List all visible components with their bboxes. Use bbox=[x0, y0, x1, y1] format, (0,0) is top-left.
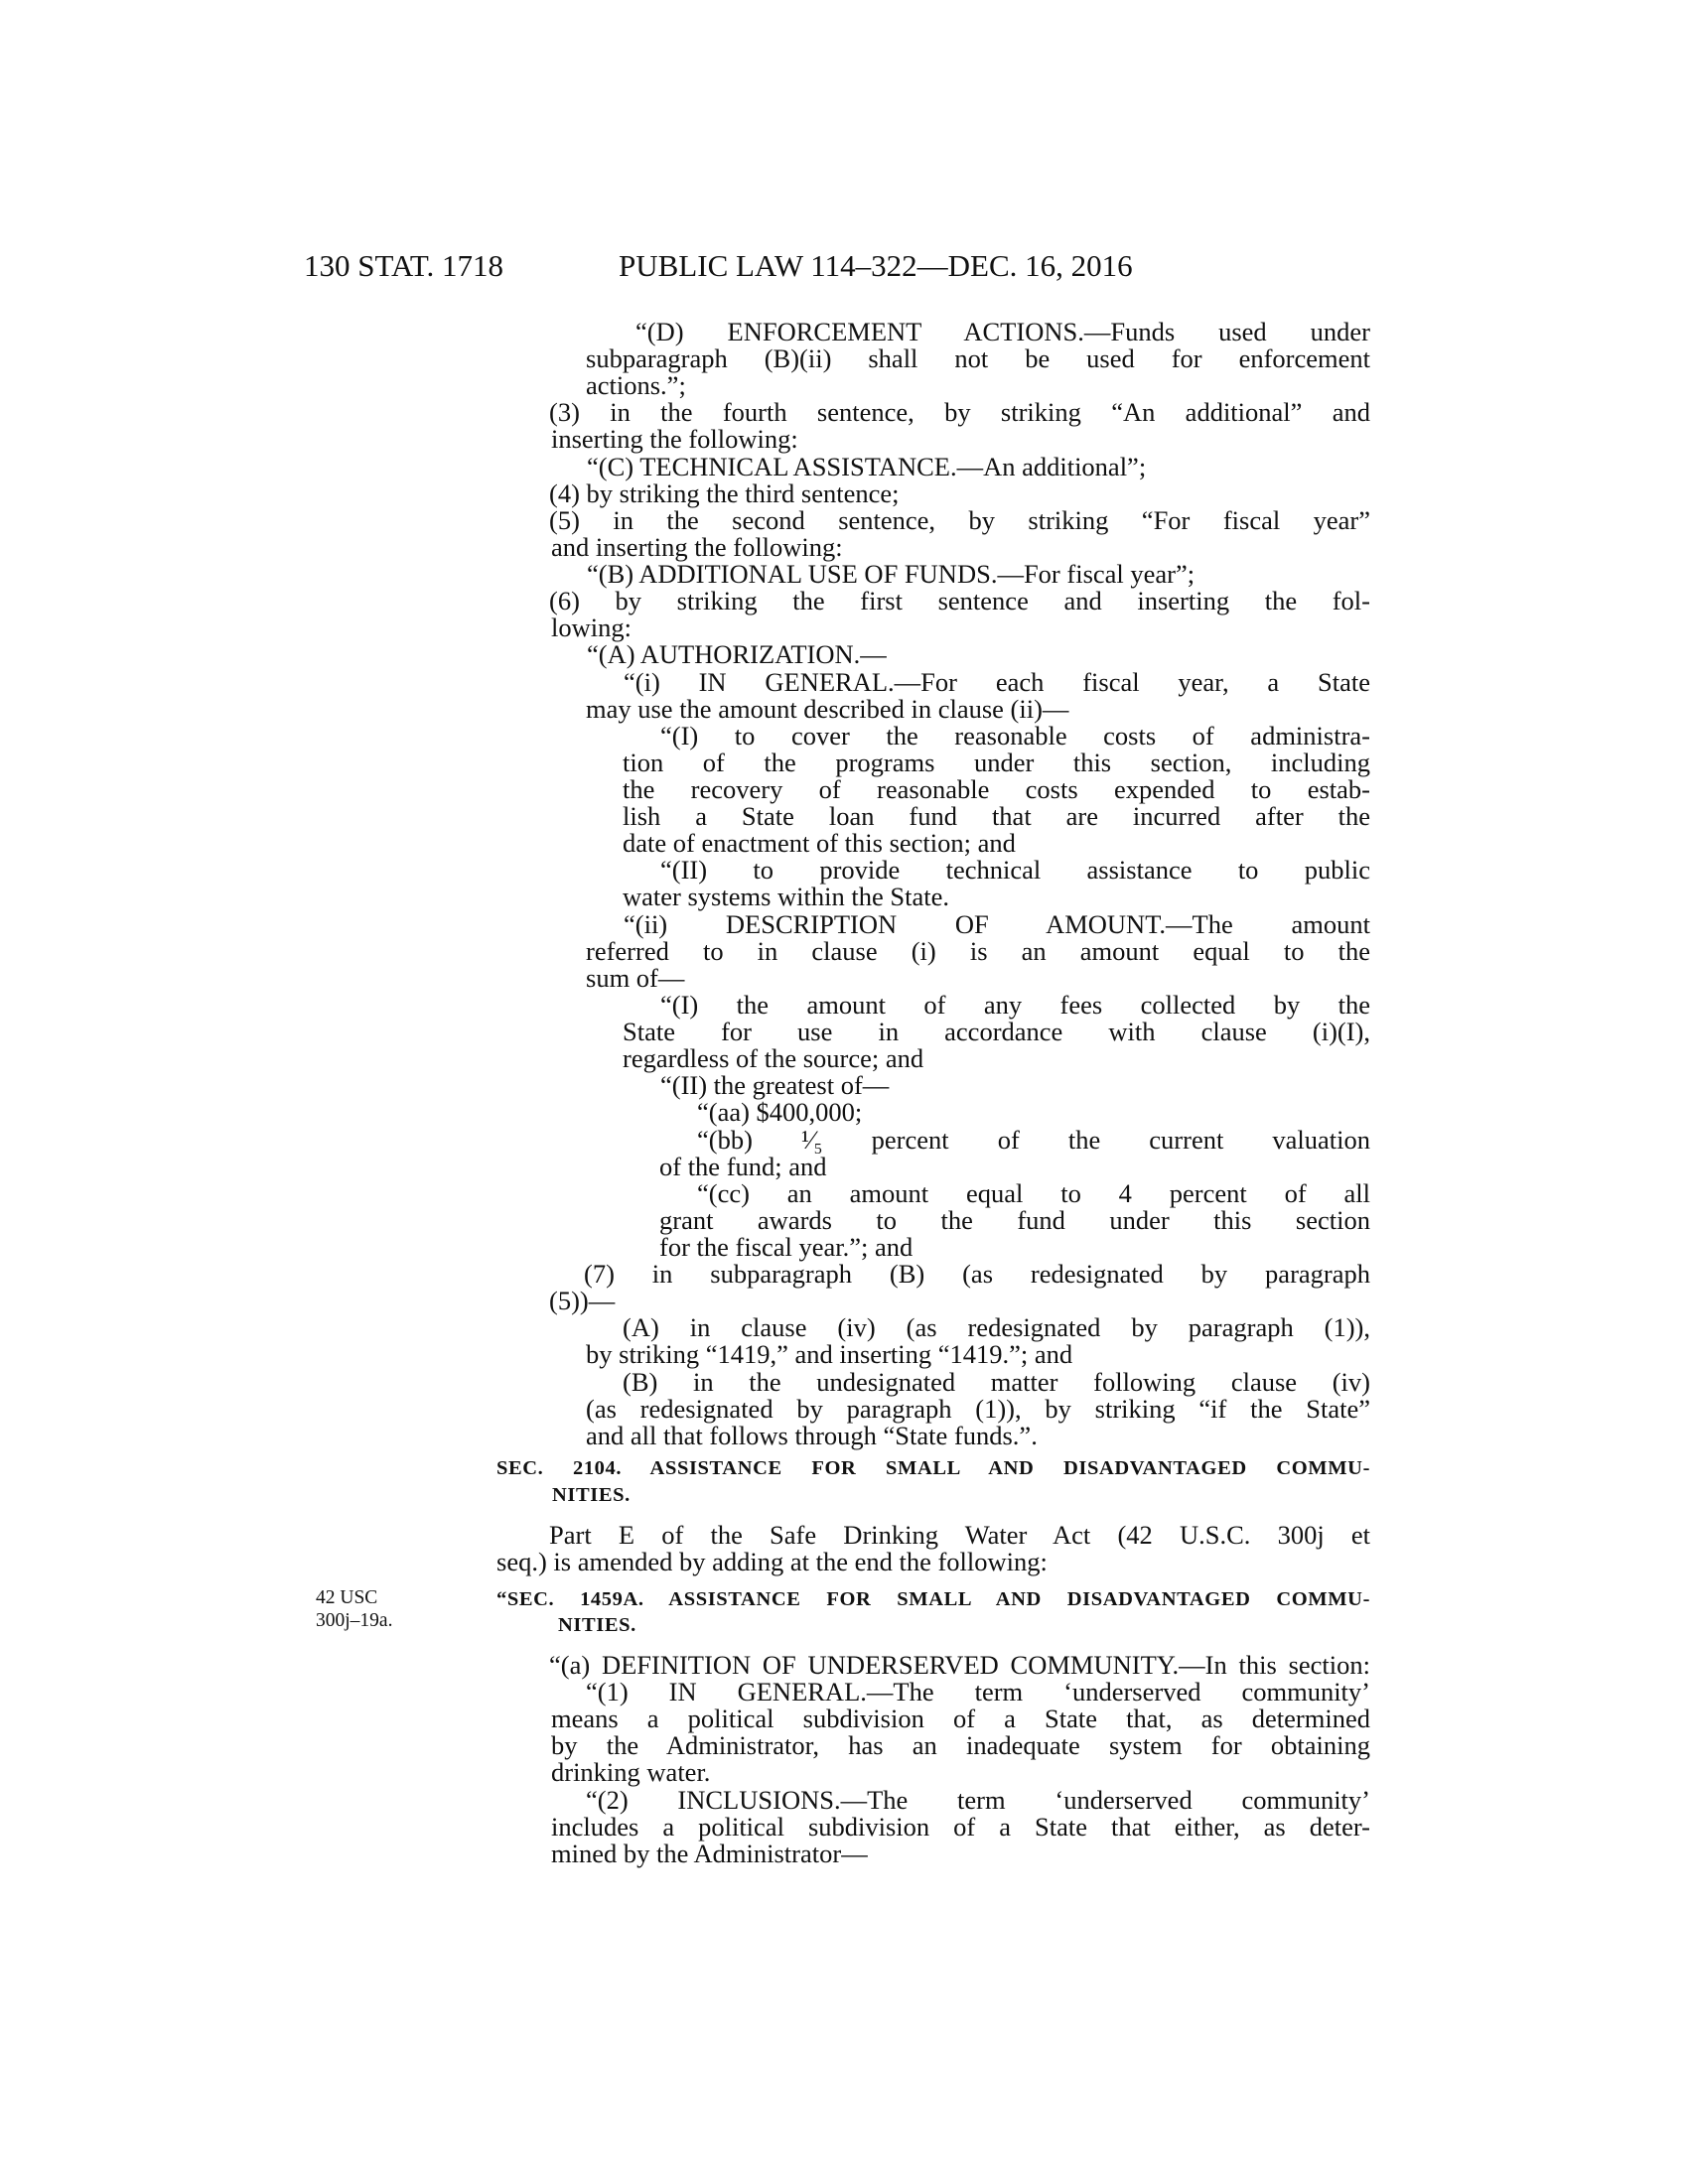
text-line: “(D) ENFORCEMENT ACTIONS.—Funds used under bbox=[635, 317, 1370, 346]
text-line: and all that follows through “State funds.”. bbox=[586, 1421, 1038, 1450]
text-line: “(2) INCLUSIONS.—The term ‘underserved community’ bbox=[586, 1785, 1370, 1815]
margin-note-usc: 42 USC bbox=[316, 1587, 378, 1608]
text-line: drinking water. bbox=[551, 1757, 711, 1787]
text-line: water systems within the State. bbox=[623, 882, 949, 911]
text-line: “(bb) ¹⁄₅ percent of the current valuation bbox=[697, 1125, 1370, 1155]
text-line: of the fund; and bbox=[659, 1152, 827, 1181]
text-line: “(cc) an amount equal to 4 percent of all bbox=[697, 1178, 1370, 1208]
text-line: (7) in subparagraph (B) (as redesignated by paragraph bbox=[584, 1259, 1370, 1289]
text-line: by the Administrator, has an inadequate system for obtaining bbox=[551, 1730, 1370, 1760]
inserted-section-heading: “SEC. 1459A. ASSISTANCE FOR SMALL AND DISADVANTAGED COMMU- bbox=[496, 1588, 1370, 1610]
text-line: sum of— bbox=[586, 963, 685, 993]
text-line: may use the amount described in clause (ii)— bbox=[586, 694, 1069, 724]
text-line: State for use in accordance with clause (i)(I), bbox=[623, 1017, 1370, 1046]
text-line: mined by the Administrator— bbox=[551, 1839, 868, 1868]
section-heading: SEC. 2104. ASSISTANCE FOR SMALL AND DISADVANTAGED COMMU- bbox=[496, 1457, 1370, 1479]
text-line: “(I) the amount of any fees collected by the bbox=[660, 990, 1370, 1020]
text-line: tion of the programs under this section, including bbox=[623, 748, 1370, 777]
text-line: “(A) AUTHORIZATION.— bbox=[587, 639, 887, 669]
text-line: referred to in clause (i) is an amount equal to the bbox=[586, 936, 1370, 966]
text-line: (as redesignated by paragraph (1)), by striking “if the State” bbox=[586, 1394, 1370, 1424]
text-line: lowing: bbox=[551, 613, 632, 642]
margin-note-section: 300j–19a. bbox=[316, 1610, 393, 1631]
text-line: “(ii) DESCRIPTION OF AMOUNT.—The amount bbox=[624, 909, 1370, 939]
text-line: (6) by striking the first sentence and inserting the fol- bbox=[549, 586, 1370, 615]
text-line: (3) in the fourth sentence, by striking “An additional” and bbox=[549, 397, 1370, 427]
page-stat-reference: 130 STAT. 1718 bbox=[304, 248, 504, 283]
text-line: (B) in the undesignated matter following clause (iv) bbox=[623, 1367, 1370, 1397]
text-line: “(II) to provide technical assistance to public bbox=[660, 855, 1370, 885]
text-line: actions.”; bbox=[586, 370, 686, 400]
text-line: by striking “1419,” and inserting “1419.”; and bbox=[586, 1339, 1073, 1369]
text-line: (5))— bbox=[549, 1286, 616, 1315]
text-line: and inserting the following: bbox=[551, 532, 843, 562]
text-line: “(i) IN GENERAL.—For each fiscal year, a State bbox=[624, 667, 1370, 697]
text-line: means a political subdivision of a State that, as determined bbox=[551, 1704, 1370, 1733]
inserted-section-heading-continued: NITIES. bbox=[558, 1614, 636, 1636]
text-line: inserting the following: bbox=[551, 424, 798, 454]
text-line: date of enactment of this section; and bbox=[623, 828, 1016, 858]
text-line: “(II) the greatest of— bbox=[660, 1070, 890, 1100]
text-line: “(C) TECHNICAL ASSISTANCE.—An additional”; bbox=[587, 452, 1147, 481]
running-header: PUBLIC LAW 114–322—DEC. 16, 2016 bbox=[619, 248, 1133, 283]
text-line: “(1) IN GENERAL.—The term ‘underserved community’ bbox=[586, 1677, 1370, 1706]
text-line: regardless of the source; and bbox=[623, 1043, 924, 1073]
text-line: “(I) to cover the reasonable costs of administra- bbox=[660, 721, 1370, 751]
section-heading-continued: NITIES. bbox=[552, 1484, 631, 1506]
text-line: grant awards to the fund under this section bbox=[659, 1205, 1370, 1235]
text-line: Part E of the Safe Drinking Water Act (42 U.S.C. 300j et bbox=[549, 1520, 1370, 1550]
text-line: subparagraph (B)(ii) shall not be used for enforcement bbox=[586, 343, 1370, 373]
text-line: (A) in clause (iv) (as redesignated by paragraph (1)), bbox=[623, 1312, 1370, 1342]
text-line: the recovery of reasonable costs expended to estab- bbox=[623, 774, 1370, 804]
text-line: (4) by striking the third sentence; bbox=[549, 478, 900, 508]
text-line: lish a State loan fund that are incurred after the bbox=[623, 801, 1370, 831]
text-line: includes a political subdivision of a State that either, as deter- bbox=[551, 1812, 1370, 1842]
text-line: “(B) ADDITIONAL USE OF FUNDS.—For fiscal year”; bbox=[587, 559, 1196, 589]
text-line: “(a) DEFINITION OF UNDERSERVED COMMUNITY.—In this section: bbox=[549, 1650, 1370, 1680]
text-line: for the fiscal year.”; and bbox=[659, 1232, 914, 1262]
text-line: (5) in the second sentence, by striking “For fiscal year” bbox=[549, 505, 1370, 535]
text-line: “(aa) $400,000; bbox=[697, 1097, 863, 1127]
text-line: seq.) is amended by adding at the end the following: bbox=[496, 1547, 1048, 1576]
